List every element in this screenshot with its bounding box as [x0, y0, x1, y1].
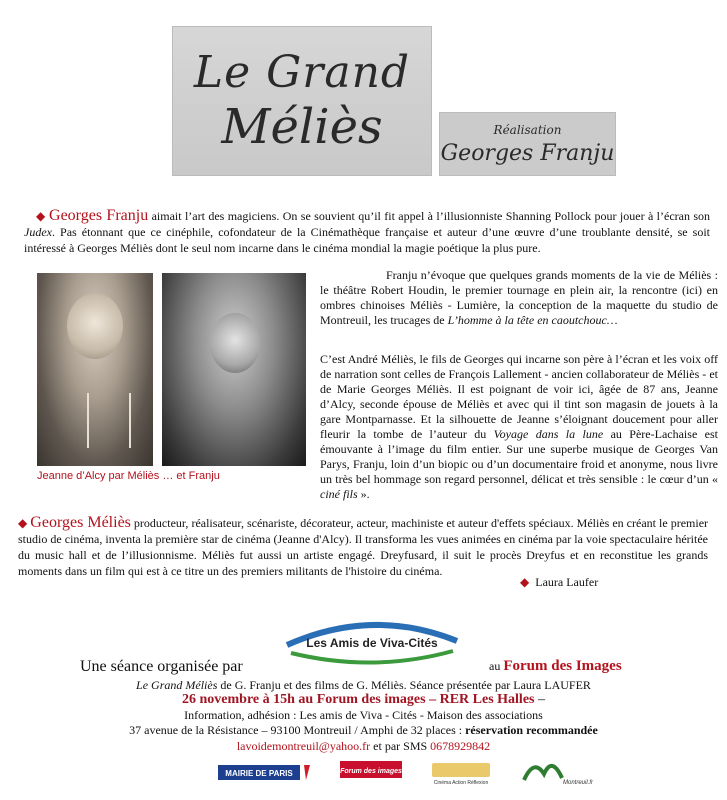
- para3-ital: ciné fils: [320, 487, 358, 501]
- para2-text2: en caoutchouc…: [534, 313, 618, 327]
- intro-film: Judex: [24, 225, 52, 239]
- footer-date-dash: –: [534, 692, 545, 707]
- footer-line2-text: de G. Franju et des films de G. Méliès. Séance présentée par Laura LAUFER: [217, 678, 591, 692]
- intro-text1: aimait l’art des magiciens. On se souvient qu’il fit appel à l’illusionniste Shanning Pollock pour jouer à l’écran son: [148, 209, 711, 223]
- footer-reservation: réservation recommandée: [465, 723, 598, 737]
- paragraph-andre-melies: [320, 352, 718, 502]
- contact-email-link[interactable]: lavoidemontreuil@yahoo.fr: [236, 739, 371, 753]
- footer-info-line: Information, adhésion : Les amis de Viva - Cités - Maison des associations: [184, 708, 543, 722]
- organised-by-label: Une séance organisée par: [80, 658, 243, 675]
- credit-name: Georges Franju: [440, 140, 615, 166]
- author-name: Laura Laufer: [535, 575, 599, 589]
- film-title-line1: Le Grand: [193, 47, 411, 98]
- footer-date-line: [0, 692, 727, 708]
- diamond-bullet-icon: ◆: [520, 575, 530, 589]
- photo-jeanne-alcy-franju: [162, 273, 306, 466]
- partner-logos: [218, 760, 598, 786]
- footer-contact-line: [0, 739, 727, 754]
- para2-film: L’homme à la tête: [447, 313, 535, 327]
- paragraph-franju-moments: [320, 268, 718, 328]
- para3-text1: C’est André Méliès, le fils de Georges qui incarne son père à l’écran et les voix off de narration sont celles de François Lallement - ancien collaborateur de Méliès - et de Marie Georges Méliès. Il est poignant de voir ici, âgée de 87 ans, Jeanne d’Alcy, seconde épouse de Méliès et avec qui il tint son magasin de jouets à la gare Montparnasse. Et la silhouette de Jeanne s’éloignant doucement pour aller fleurir la tombe de l’auteur du: [320, 352, 718, 441]
- footer-date: 26 novembre à 15h au Forum des images – RER Les Halles: [182, 692, 535, 707]
- film-title-card: [172, 26, 432, 176]
- para3-text2: au Père-Lachaise est émouvante à l’image du film entier. Sur une superbe musique de Georges Van Parys, Franju, loin d’un biopic ou d’un documentaire froid et anonyme, nous livre un très bel hommage son regard personnel, délicat et très sensible : le cœur d’un «: [320, 427, 718, 486]
- footer-address-line: [0, 723, 727, 738]
- svg-text:Forum des images: Forum des images: [340, 768, 402, 775]
- diamond-bullet-icon: ◆: [18, 516, 28, 530]
- svg-text:Montreuil.fr: Montreuil.fr: [562, 780, 594, 786]
- logo-arc-green: [291, 651, 453, 663]
- photo-caption: Jeanne d’Alcy par Méliès … et Franju: [37, 470, 220, 482]
- montreuil-logo: [524, 766, 562, 780]
- para3-film: Voyage dans la lune: [493, 427, 604, 441]
- svg-text:Cinéma Action Réflexion: Cinéma Action Réflexion: [433, 780, 489, 786]
- photo-jeanne-alcy-melies: [37, 273, 153, 466]
- author-signoff: [520, 575, 598, 590]
- forum-name: Forum des Images: [503, 658, 622, 674]
- diamond-bullet-icon: ◆: [36, 209, 46, 223]
- melies-name: Georges Méliès: [30, 514, 131, 531]
- sms-number: 0678929842: [430, 739, 491, 753]
- director-credit-card: [439, 112, 616, 176]
- amis-viva-cites-logo: [283, 615, 461, 665]
- svg-text:MAIRIE DE PARIS: MAIRIE DE PARIS: [225, 769, 293, 778]
- forum-venue: [489, 658, 622, 675]
- film-title-line2: Méliès: [221, 99, 383, 155]
- para3-text3: ».: [357, 487, 370, 501]
- footer-film-title: Le Grand Méliès: [136, 678, 218, 692]
- cinema-action-reflexion-logo: [432, 763, 490, 777]
- footer-address: 37 avenue de la Résistance – 93100 Montreuil / Amphi de 32 places :: [129, 723, 466, 737]
- logo-text: Les Amis de Viva-Cités: [306, 636, 438, 650]
- footer-screening-line: [0, 678, 727, 693]
- sms-label: et par SMS: [370, 739, 431, 753]
- intro-paragraph: [24, 208, 710, 256]
- intro-text2: . Pas étonnant que ce cinéphile, cofondateur de la Cinémathèque française et auteur d’une œuvre d’une troublante densité, se soit intéressé à Georges Méliès dont le seul nom incarne dans le cinéma mondial la magie poétique la plus pure.: [24, 225, 710, 255]
- paragraph-georges-melies: [18, 515, 708, 579]
- para2-text1: Franju n’évoque que quelques grands moments de la vie de Méliès : le théâtre Robert Houdin, le premier tournage en plein air, la rencontre (ici) en ombres chinoises Méliès - Lumière, la conception de la maquette du studio de Montreuil, les trucages de: [320, 268, 718, 327]
- para4-text: producteur, réalisateur, scénariste, décorateur, acteur, machiniste et auteur d'effets spéciaux. Méliès en créant le premier studio de cinéma, inventa la première star de cinéma (Jeanne d'Alcy). Il transforma les vues animées en cinéma par la voie spectaculaire héritée du music hall et de l’illusionnisme. Méliès fut aussi un artiste engagé. Dreyfusard, il suit le procès Dreyfus et en reconstitue les grands moments dans un film qui est à ce titre un des premiers militants de l'histoire du cinéma.: [18, 516, 709, 578]
- forum-au: au: [489, 659, 504, 673]
- mairie-paris-flag-icon: [304, 765, 310, 780]
- credit-label: Réalisation: [493, 122, 562, 137]
- intro-name: Georges Franju: [49, 207, 149, 224]
